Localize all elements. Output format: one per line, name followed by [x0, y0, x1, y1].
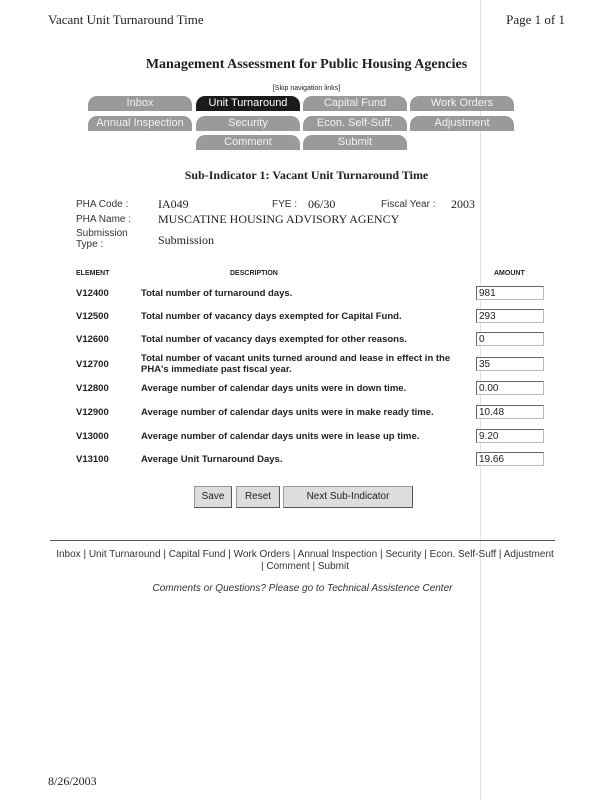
amount-input[interactable]: 9.20 — [476, 429, 544, 443]
footer-link-adjustment[interactable]: Adjustment — [503, 549, 554, 560]
element-description: Total number of vacancy days exempted for other reasons. — [141, 334, 407, 345]
print-header-title: Vacant Unit Turnaround Time — [48, 12, 204, 27]
element-description: Average number of calendar days units were in lease up time. — [141, 431, 420, 442]
print-date: 8/26/2003 — [48, 774, 97, 788]
amount-input[interactable]: 293 — [476, 309, 544, 323]
submission-type-label: Submission Type : — [76, 228, 128, 250]
amount-input[interactable]: 19.66 — [476, 452, 544, 466]
amount-input[interactable]: 0.00 — [476, 381, 544, 395]
sub-indicator-title: Sub-Indicator 1: Vacant Unit Turnaround Time — [184, 168, 429, 182]
footer-link-work-orders[interactable]: Work Orders — [233, 549, 291, 560]
page-title: Management Assessment for Public Housing Agencies — [145, 57, 468, 72]
amount-input[interactable]: 981 — [476, 286, 544, 300]
amount-input[interactable]: 10.48 — [476, 405, 544, 419]
fye-value: 06/30 — [308, 197, 336, 211]
pha-name-label: PHA Name : — [76, 214, 132, 225]
next-sub-indicator-button[interactable]: Next Sub-Indicator — [283, 486, 413, 508]
tab-unit-turnaround[interactable]: Unit Turnaround — [196, 96, 300, 111]
reset-button[interactable]: Reset — [236, 486, 280, 508]
pha-code-label: PHA Code : — [76, 199, 129, 210]
element-code: V12800 — [76, 383, 109, 394]
element-code: V12700 — [76, 359, 109, 370]
element-description: Average number of calendar days units were in down time. — [141, 383, 407, 394]
tab-work-orders[interactable]: Work Orders — [410, 96, 514, 111]
footer-link-security[interactable]: Security — [385, 549, 422, 560]
footer-link-comment[interactable]: Comment — [266, 561, 310, 572]
divider — [50, 540, 555, 541]
element-code: V13000 — [76, 431, 109, 442]
element-code: V13100 — [76, 454, 109, 465]
element-code: V12900 — [76, 407, 109, 418]
tab-comment[interactable]: Comment — [196, 135, 300, 150]
element-description: Average Unit Turnaround Days. — [141, 454, 283, 465]
pha-code-value: IA049 — [158, 197, 189, 211]
column-header-amount: AMOUNT — [494, 270, 525, 277]
tab-security[interactable]: Security — [196, 116, 300, 131]
tab-inbox[interactable]: Inbox — [88, 96, 192, 111]
footer-link-annual-inspection[interactable]: Annual Inspection — [297, 549, 378, 560]
footer-nav: Inbox | Unit Turnaround | Capital Fund | Work Orders | Annual Inspection | Security | Econ. Self-Suff | Adjustment | Comment | Submit — [56, 549, 554, 572]
element-code: V12600 — [76, 334, 109, 345]
technical-assistance-link[interactable]: Comments or Questions? Please go to Technical Assistence Center — [152, 583, 453, 594]
footer-link-submit[interactable]: Submit — [317, 561, 350, 572]
footer-link-unit-turnaround[interactable]: Unit Turnaround — [88, 549, 161, 560]
print-header-page: Page 1 of 1 — [506, 12, 565, 27]
submission-type-value: Submission — [158, 233, 215, 247]
amount-input[interactable]: 0 — [476, 332, 544, 346]
element-description: Total number of vacant units turned around and lease in effect in the PHA's immediate past fiscal year. — [141, 353, 451, 375]
element-code: V12400 — [76, 288, 109, 299]
skip-navigation-link[interactable]: [Skip navigation links] — [272, 85, 341, 92]
tab-annual-inspection[interactable]: Annual Inspection — [88, 116, 192, 131]
element-description: Total number of turnaround days. — [141, 288, 293, 299]
element-code: V12500 — [76, 311, 109, 322]
footer-link-econ-self-suff[interactable]: Econ. Self-Suff — [429, 549, 497, 560]
column-header-element: ELEMENT — [76, 270, 110, 277]
tab-adjustment[interactable]: Adjustment — [410, 116, 514, 131]
element-description: Average number of calendar days units were in make ready time. — [141, 407, 434, 418]
save-button[interactable]: Save — [194, 486, 232, 508]
fiscal-year-label: Fiscal Year : — [381, 199, 436, 210]
tab-econ-self-suff[interactable]: Econ. Self-Suff. — [303, 116, 407, 131]
tab-submit[interactable]: Submit — [303, 135, 407, 150]
pha-name-value: MUSCATINE HOUSING ADVISORY AGENCY — [158, 212, 400, 226]
tab-capital-fund[interactable]: Capital Fund — [303, 96, 407, 111]
amount-input[interactable]: 35 — [476, 357, 544, 371]
element-description: Total number of vacancy days exempted for Capital Fund. — [141, 311, 402, 322]
fiscal-year-value: 2003 — [451, 197, 475, 211]
fye-label: FYE : — [272, 199, 298, 210]
footer-link-inbox[interactable]: Inbox — [56, 549, 81, 560]
column-header-description: DESCRIPTION — [230, 270, 278, 277]
footer-link-capital-fund[interactable]: Capital Fund — [168, 549, 226, 560]
